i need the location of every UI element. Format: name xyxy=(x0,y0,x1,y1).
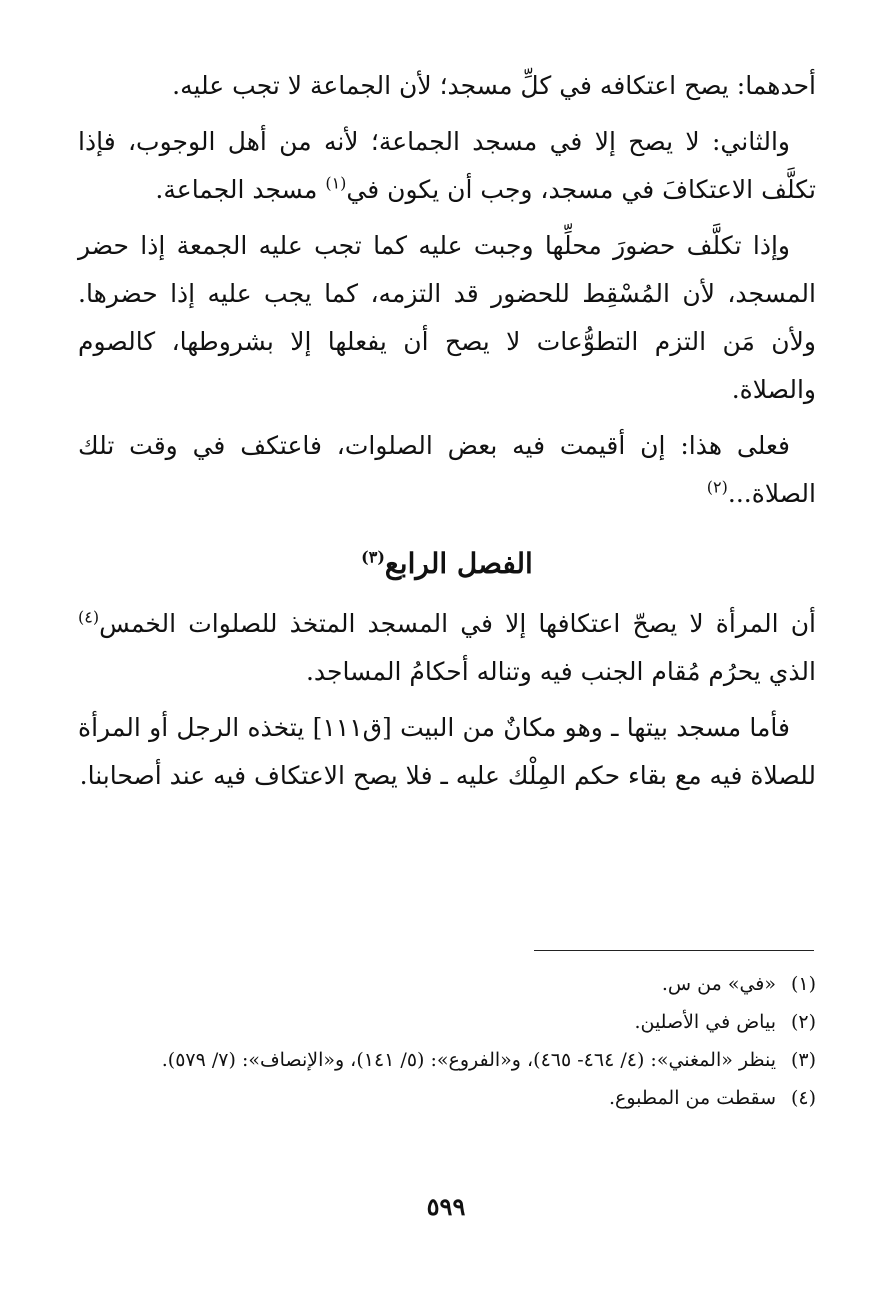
section-heading xyxy=(78,540,816,588)
paragraph-5-text: أن المرأة لا يصحّ اعتكافها إلا في المسجد المتخذ للصلوات الخمس xyxy=(99,609,816,638)
section-heading-text: الفصل الرابع xyxy=(384,547,533,580)
footnotes xyxy=(78,965,816,1117)
page-number: ٥٩٩ xyxy=(426,1192,466,1221)
footnote-text: سقطت من المطبوع. xyxy=(608,1087,776,1109)
footnote-number: (٢) xyxy=(790,1011,816,1033)
footnote-4 xyxy=(78,1079,816,1117)
paragraph-3-text: وإذا تكلَّف حضورَ محلِّها وجبت عليه كما تجب عليه الجمعة إذا حضر المسجد، لأن المُسْقِط للحضور قد التزمه، كما يجب عليه إذا حضرها. ولأن مَن التزم التطوُّعات لا يصح أن يفعلها إلا بشروطها، كالصوم والصلاة. xyxy=(78,231,816,404)
footnote-divider xyxy=(534,950,814,951)
footnote-1 xyxy=(78,965,816,1003)
paragraph-5 xyxy=(78,600,816,696)
paragraph-1 xyxy=(78,62,816,110)
footnote-text: ينظر «المغني»: (٤/ ٤٦٤- ٤٦٥)، و«الفروع»: (٥/ ١٤١)، و«الإنصاف»: (٧/ ٥٧٩). xyxy=(161,1049,776,1071)
footnote-ref-1[interactable]: (١) xyxy=(325,173,347,193)
footnote-3 xyxy=(78,1041,816,1079)
paragraph-3 xyxy=(78,222,816,414)
footnote-number: (١) xyxy=(790,973,816,995)
main-text xyxy=(78,62,816,808)
footnote-text: «في» من س. xyxy=(661,973,776,995)
paragraph-5-tail: الذي يحرُم مُقام الجنب فيه وتناله أحكامُ المساجد. xyxy=(305,657,816,686)
paragraph-4-text: فعلى هذا: إن أقيمت فيه بعض الصلوات، فاعتكف في وقت تلك الصلاة... xyxy=(78,431,816,508)
footnote-2 xyxy=(78,1003,816,1041)
footnote-ref-4[interactable]: (٤) xyxy=(78,607,100,627)
paragraph-4 xyxy=(78,422,816,518)
footnote-ref-3[interactable]: (٣) xyxy=(361,547,385,567)
paragraph-2-text: والثاني: لا يصح إلا في مسجد الجماعة؛ لأنه من أهل الوجوب، فإذا تكلَّف الاعتكافَ في مسجد، وجب أن يكون في xyxy=(78,127,816,204)
footnote-text: بياض في الأصلين. xyxy=(634,1011,776,1033)
footnote-ref-2[interactable]: (٢) xyxy=(706,477,728,497)
footnote-number: (٤) xyxy=(790,1087,816,1109)
footnote-number: (٣) xyxy=(790,1049,816,1071)
paragraph-1-text: أحدهما: يصح اعتكافه في كلِّ مسجد؛ لأن الجماعة لا تجب عليه. xyxy=(172,71,816,100)
paragraph-6 xyxy=(78,704,816,800)
paragraph-6-text: فأما مسجد بيتها ـ وهو مكانٌ من البيت [ق١١١] يتخذه الرجل أو المرأة للصلاة فيه مع بقاء حكم المِلْك عليه ـ فلا يصح الاعتكاف فيه عند أصحابنا. xyxy=(78,713,816,790)
paragraph-2 xyxy=(78,118,816,214)
paragraph-2-tail: مسجد الجماعة. xyxy=(155,175,318,204)
